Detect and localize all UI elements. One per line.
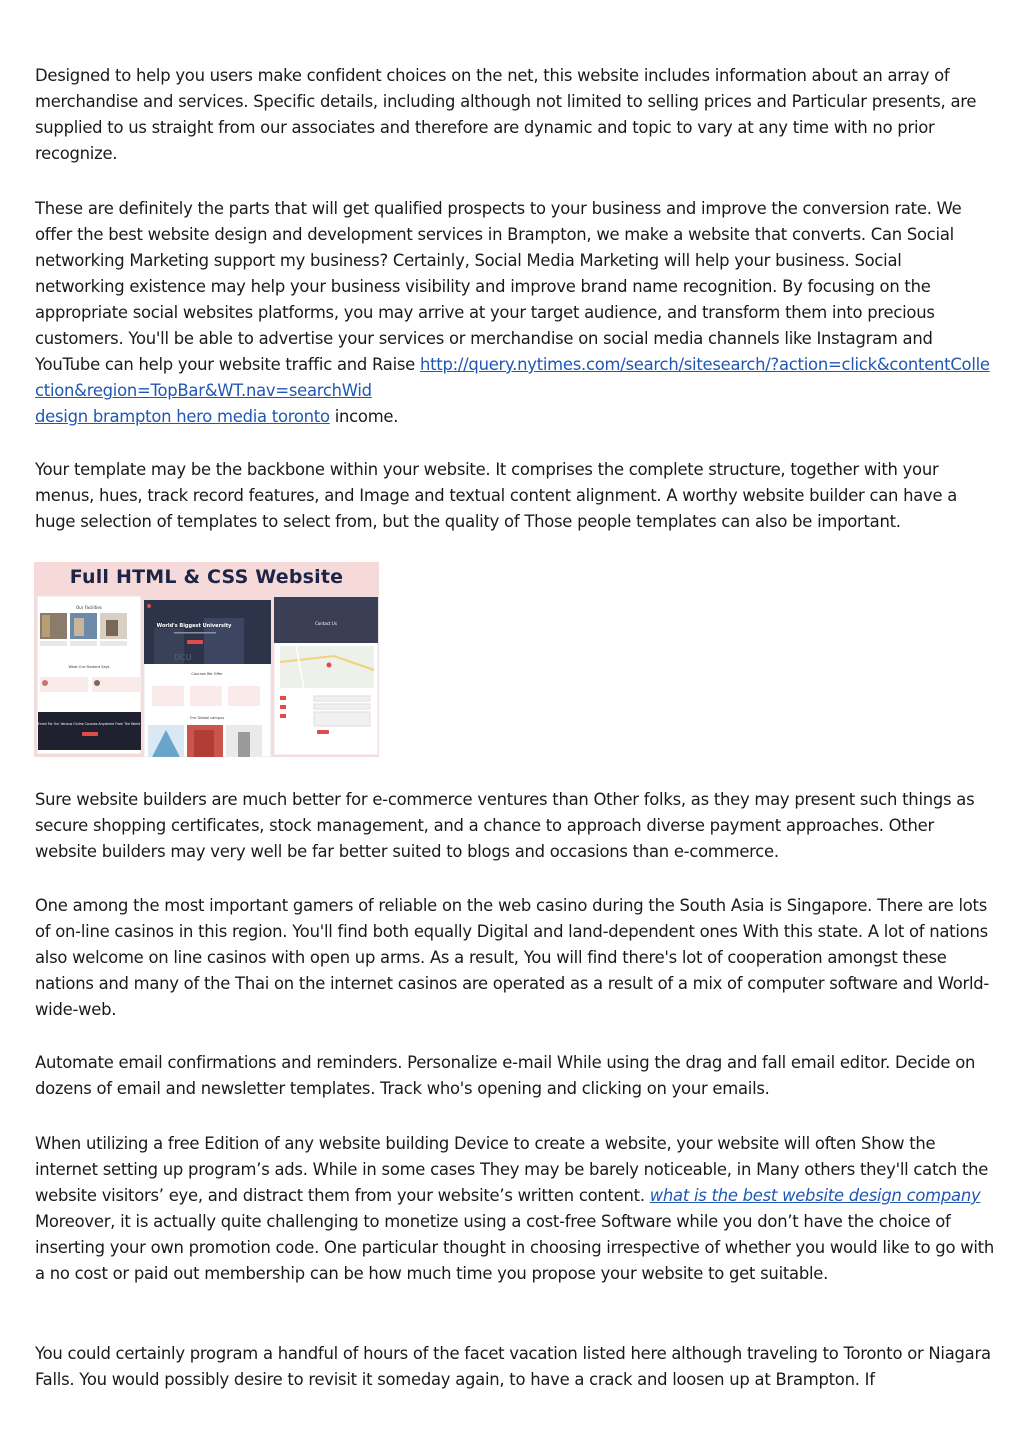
center-mockup-page (144, 600, 271, 757)
best-website-design-company-link[interactable]: what is the best website design company (649, 1186, 981, 1205)
paragraph-social-media (35, 196, 995, 430)
students-heading: What Our Student Says (68, 665, 110, 669)
figure-title: Full HTML & CSS Website (69, 566, 344, 588)
website-template-image (34, 562, 379, 757)
paragraph-social-media-tail: income. (329, 407, 399, 426)
paragraph-intro: Designed to help you users make confident choices on the net, this website includes information about an array of merchandise and services. Specific details, including although not limited to selling prices and Particular presents, are supplied to us straight from our associates and therefore are dynamic and topic to vary at any time with no prior recognize. (35, 66, 977, 163)
paragraph-email: Automate email confirmations and reminders. Personalize e-mail While using the drag and fall email editor. Decide on dozens of email and newsletter templates. Track who's opening and clicking on your emails. (35, 1053, 976, 1098)
paragraph-ecommerce: Sure website builders are much better for e-commerce ventures than Other folks, as they may present such things as secure shopping certificates, stock management, and a chance to approach diverse payment approaches. Other website builders may very well be far better suited to blogs and occasions than e-commerce. (35, 790, 975, 861)
facilities-heading: Our Facilities (76, 605, 102, 610)
paragraph-free-edition (35, 1131, 995, 1287)
nytimes-search-link-line1: http://query.nytimes.com/search/sitesearch/?action=click&contentCollection&region=TopBar&WT.nav=searchWid (35, 355, 990, 400)
courses-heading: Courses We Offer (191, 672, 223, 676)
website-mockup-illustration (34, 562, 379, 757)
nytimes-search-link-line2: design brampton hero media toronto (35, 407, 330, 426)
paragraph-social-media-text: These are definitely the parts that will get qualified prospects to your business and improve the conversion rate. We offer the best website design and development services in Brampton, we make a website that converts. Can Social networking Marketing support my business? Certainly, Social Media Marketing will help your business. Social networking existence may help your business visibility and improve brand name recognition. By focusing on the appropriate social websites platforms, you may arrive at your target audience, and transform them into precious customers. You'll be able to advertise your services or merchandise on social media channels like Instagram and YouTube can help your website traffic and Raise (35, 199, 962, 374)
paragraph-free-edition-tail: Moreover, it is actually quite challenging to monetize using a cost-free Software while you don’t have the choice of inserting your own promotion code. One particular thought in choosing irrespective of whether you would like to go with a no cost or paid out membership can be how much time you propose your website to get suitable. (35, 1212, 994, 1283)
left-mockup-page (37, 596, 141, 754)
hero-heading: World's Biggest University (156, 623, 232, 629)
paragraph-toronto: You could certainly program a handful of hours of the facet vacation listed here although traveling to Toronto or Niagara Falls. You would possibly desire to revisit it someday again, to have a crack and loosen up at Brampton. If (35, 1344, 991, 1389)
contact-heading: Contact Us (315, 621, 337, 626)
paragraph-template: Your template may be the backbone within your website. It comprises the complete structure, together with your menus, hues, track record features, and Image and textual content alignment. A worthy website builder can have a huge selection of templates to select from, but the quality of Those people templates can also be important. (35, 460, 958, 531)
campus-heading: Our Global campus (189, 716, 225, 720)
paragraph-free-edition-text: When utilizing a free Edition of any website building Device to create a website, your website will often Show the internet setting up program’s ads. While in some cases They may be barely noticeable, in Many others they'll catch the website visitors’ eye, and distract them from your website’s written content. (35, 1134, 989, 1205)
right-mockup-page (274, 597, 378, 755)
hero-watermark: DCU (174, 653, 192, 662)
paragraph-casino: One among the most important gamers of reliable on the web casino during the South Asia is Singapore. There are lots of on-line casinos in this region. You'll find both equally Digital and land-dependent ones With this state. A lot of nations also welcome on line casinos with open up arms. As a result, You will find there's lot of cooperation amongst these nations and many of the Thai on the internet casinos are operated as a result of a mix of computer software and World-wide-web. (35, 896, 990, 1019)
cta-text: Enroll For Our Various Online Courses Anywhere From The World (37, 722, 141, 726)
